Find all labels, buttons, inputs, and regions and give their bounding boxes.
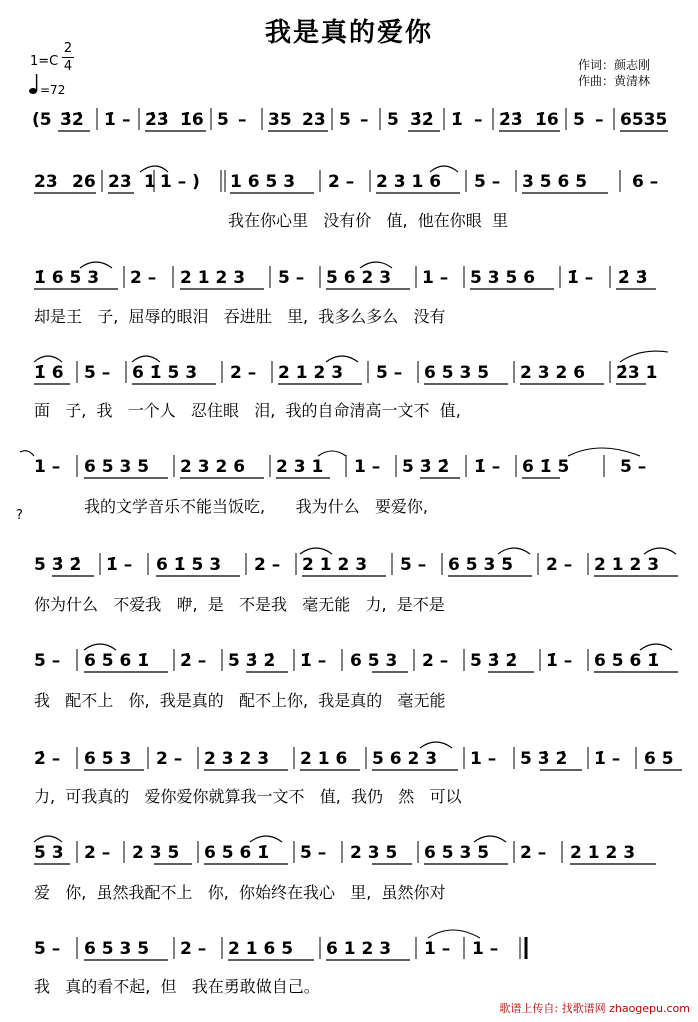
svg-text:5: 5: [339, 110, 351, 130]
svg-text:2 3 2 6: 2 3 2 6: [520, 363, 586, 383]
svg-text:1 –: 1 –: [472, 939, 499, 959]
svg-text:2 3 5: 2 3 5: [350, 843, 398, 863]
svg-text:6 1̇ 5 3: 6 1̇ 5 3: [156, 555, 222, 575]
svg-text:2 1 2 3: 2 1 2 3: [278, 363, 344, 383]
svg-text:2 1 2 3: 2 1 2 3: [570, 843, 636, 863]
svg-text:6 5 3 5: 6 5 3 5: [448, 555, 514, 575]
svg-text:2 –: 2 –: [156, 749, 183, 769]
lyric-line-2: 却是王 子, 屈辱的眼泪 吞进肚 里, 我多么多么 没有: [34, 307, 446, 326]
svg-text:6 5 3 5: 6 5 3 5: [84, 939, 150, 959]
svg-text:6 5 3 5: 6 5 3 5: [424, 843, 490, 863]
svg-text:2̇ 3̇: 2̇ 3̇: [618, 268, 648, 288]
svg-text:2 –: 2 –: [254, 555, 281, 575]
svg-text:5 6 2 3: 5 6 2 3: [372, 749, 438, 769]
svg-text:1̇ –: 1̇ –: [567, 268, 594, 288]
svg-text:23: 23: [302, 110, 326, 130]
svg-text:–: –: [595, 110, 604, 130]
svg-text:5: 5: [387, 110, 399, 130]
lyricist-credit: 作词：颜志刚: [578, 58, 651, 72]
svg-text:5: 5: [217, 110, 229, 130]
svg-text:(5: (5: [32, 110, 52, 130]
svg-text:1 –: 1 –: [422, 268, 449, 288]
svg-text:1̇ 6 5 3: 1̇ 6 5 3: [34, 268, 100, 288]
svg-text:6 5 3: 6 5 3: [350, 651, 398, 671]
svg-text:5 –: 5 –: [400, 555, 427, 575]
svg-text:2 –: 2 –: [520, 843, 547, 863]
svg-text:1 – ): 1 – ): [160, 172, 200, 192]
svg-text:2 1 6 5: 2 1 6 5: [228, 939, 294, 959]
svg-text:26: 26: [72, 172, 96, 192]
svg-text:2 –: 2 –: [130, 268, 157, 288]
svg-text:5 –: 5 –: [278, 268, 305, 288]
svg-text:6 5 3 5: 6 5 3 5: [84, 457, 150, 477]
svg-text:5 3̇ 2̇: 5 3̇ 2̇: [520, 749, 568, 769]
svg-text:2̇ –: 2̇ –: [34, 749, 61, 769]
svg-text:6 5 6 1̇: 6 5 6 1̇: [204, 843, 270, 863]
svg-text:6 1̇ 5 3: 6 1̇ 5 3: [132, 363, 198, 383]
svg-text:1̇ –: 1̇ –: [546, 651, 573, 671]
svg-text:2 1 6: 2 1 6: [300, 749, 348, 769]
svg-text:6535: 6535: [620, 110, 668, 130]
key-signature: 1=C: [30, 54, 59, 69]
lyric-line-1: 我在你心里 没有价 值, 他在你眼 里: [228, 211, 508, 230]
svg-text:6 1 2 3: 6 1 2 3: [326, 939, 392, 959]
tempo-marking: =72: [40, 83, 66, 97]
svg-text:1̇ –: 1̇ –: [474, 457, 501, 477]
svg-text:2 3 1 6: 2 3 1 6: [376, 172, 442, 192]
svg-text:2̇3̇: 2̇3̇: [145, 110, 169, 130]
svg-text:5 –: 5 –: [376, 363, 403, 383]
svg-text:2 3 2 6: 2 3 2 6: [180, 457, 246, 477]
svg-text:–: –: [238, 110, 247, 130]
svg-text:1 –: 1 –: [34, 457, 61, 477]
svg-text:2 –: 2 –: [84, 843, 111, 863]
svg-text:2 3 1: 2 3 1: [276, 457, 324, 477]
svg-text:2̇ –: 2̇ –: [180, 651, 207, 671]
svg-text:3 5 6 5: 3 5 6 5: [522, 172, 588, 192]
song-title: 我是真的爱你: [264, 18, 433, 48]
source-watermark[interactable]: 歌谱上传自: 找歌谱网 zhaogepu.com: [499, 1002, 690, 1015]
svg-text:5 3̇ 2̇: 5 3̇ 2̇: [34, 555, 82, 575]
svg-text:5: 5: [573, 110, 585, 130]
svg-text:6 5 3: 6 5 3: [84, 749, 132, 769]
svg-text:1̇: 1̇: [451, 110, 463, 130]
svg-text:1 –: 1 –: [470, 749, 497, 769]
svg-text:6 5 3 5: 6 5 3 5: [424, 363, 490, 383]
time-signature-bottom: 4: [63, 59, 73, 74]
svg-text:1̇ –: 1̇ –: [106, 555, 133, 575]
svg-text:2 –: 2 –: [180, 939, 207, 959]
svg-text:2̇3̇: 2̇3̇: [499, 110, 523, 130]
lyric-line-9: 我 真的看不起, 但 我在勇敢做自己。: [34, 977, 320, 996]
svg-text:2 –: 2 –: [546, 555, 573, 575]
svg-text:5 –: 5 –: [34, 939, 61, 959]
svg-text:6 5 6 1̇: 6 5 6 1̇: [594, 651, 660, 671]
svg-text:2 1 2 3: 2 1 2 3: [180, 268, 246, 288]
svg-text:3̇2̇: 3̇2̇: [60, 110, 84, 130]
stray-question-mark: ?: [16, 508, 23, 523]
svg-text:2 3 5: 2 3 5: [132, 843, 180, 863]
lyric-line-4: 我的文学音乐不能当饭吃, 我为什么 要爱你,: [84, 497, 428, 516]
svg-text:23: 23: [34, 172, 58, 192]
svg-text:2 –: 2 –: [422, 651, 449, 671]
svg-text:35: 35: [268, 110, 292, 130]
svg-text:1̇ –: 1̇ –: [594, 749, 621, 769]
svg-text:5 –: 5 –: [84, 363, 111, 383]
svg-text:–: –: [360, 110, 369, 130]
svg-text:5 –: 5 –: [620, 457, 647, 477]
svg-text:2̇3 1: 2̇3 1: [616, 363, 658, 383]
time-signature-top: 2: [63, 41, 73, 56]
svg-text:5 6 2 3: 5 6 2 3: [326, 268, 392, 288]
svg-text:5 –: 5 –: [474, 172, 501, 192]
lyric-line-7: 力, 可我真的 爱你爱你就算我一文不 值, 我仍 然 可以: [34, 787, 462, 806]
lyric-line-6: 我 配不上 你, 我是真的 配不上你, 我是真的 毫无能: [34, 691, 446, 710]
svg-text:1 –: 1 –: [354, 457, 381, 477]
lyric-line-8: 爱 你, 虽然我配不上 你, 你始终在我心 里, 虽然你对: [34, 883, 446, 902]
svg-text:5 3̇ 2̇: 5 3̇ 2̇: [470, 651, 518, 671]
svg-text:2 –: 2 –: [328, 172, 355, 192]
svg-text:1̇6: 1̇6: [535, 110, 559, 130]
svg-text:6 –: 6 –: [632, 172, 659, 192]
svg-text:5 3̇ 2̇: 5 3̇ 2̇: [402, 457, 450, 477]
svg-text:1 –: 1 –: [424, 939, 451, 959]
svg-text:5 3 5 6: 5 3 5 6: [470, 268, 536, 288]
svg-text:2 1 2 3: 2 1 2 3: [594, 555, 660, 575]
svg-text:5 –: 5 –: [300, 843, 327, 863]
composer-credit: 作曲：黄清林: [578, 74, 651, 88]
lyric-line-5: 你为什么 不爱我 咿, 是 不是我 毫无能 力, 是不是: [34, 595, 445, 614]
svg-text:5 3̇ 2̇: 5 3̇ 2̇: [228, 651, 276, 671]
lyric-line-3: 面 子, 我 一个人 忍住眼 泪, 我的自命清高一文不 值,: [34, 401, 461, 420]
svg-text:5 –: 5 –: [34, 651, 61, 671]
svg-text:–: –: [122, 110, 131, 130]
svg-text:6 1̇ 5: 6 1̇ 5: [522, 457, 570, 477]
svg-text:6 5 6 1̇: 6 5 6 1̇: [84, 651, 150, 671]
svg-text:1̇6: 1̇6: [180, 110, 204, 130]
svg-text:1̇: 1̇: [104, 110, 116, 130]
svg-text:1 6 5 3: 1 6 5 3: [230, 172, 296, 192]
svg-text:3̇2̇: 3̇2̇: [410, 110, 434, 130]
svg-text:2 –: 2 –: [230, 363, 257, 383]
svg-text:1̇ 6: 1̇ 6: [34, 363, 64, 383]
svg-text:23: 23: [108, 172, 132, 192]
svg-text:6 5: 6 5: [644, 749, 674, 769]
svg-text:2 3 2 3: 2 3 2 3: [204, 749, 270, 769]
svg-text:1̇ –: 1̇ –: [300, 651, 327, 671]
svg-text:5 3: 5 3: [34, 843, 64, 863]
svg-text:1: 1: [144, 172, 156, 192]
svg-text:2 1 2 3: 2 1 2 3: [302, 555, 368, 575]
svg-text:–: –: [474, 110, 483, 130]
